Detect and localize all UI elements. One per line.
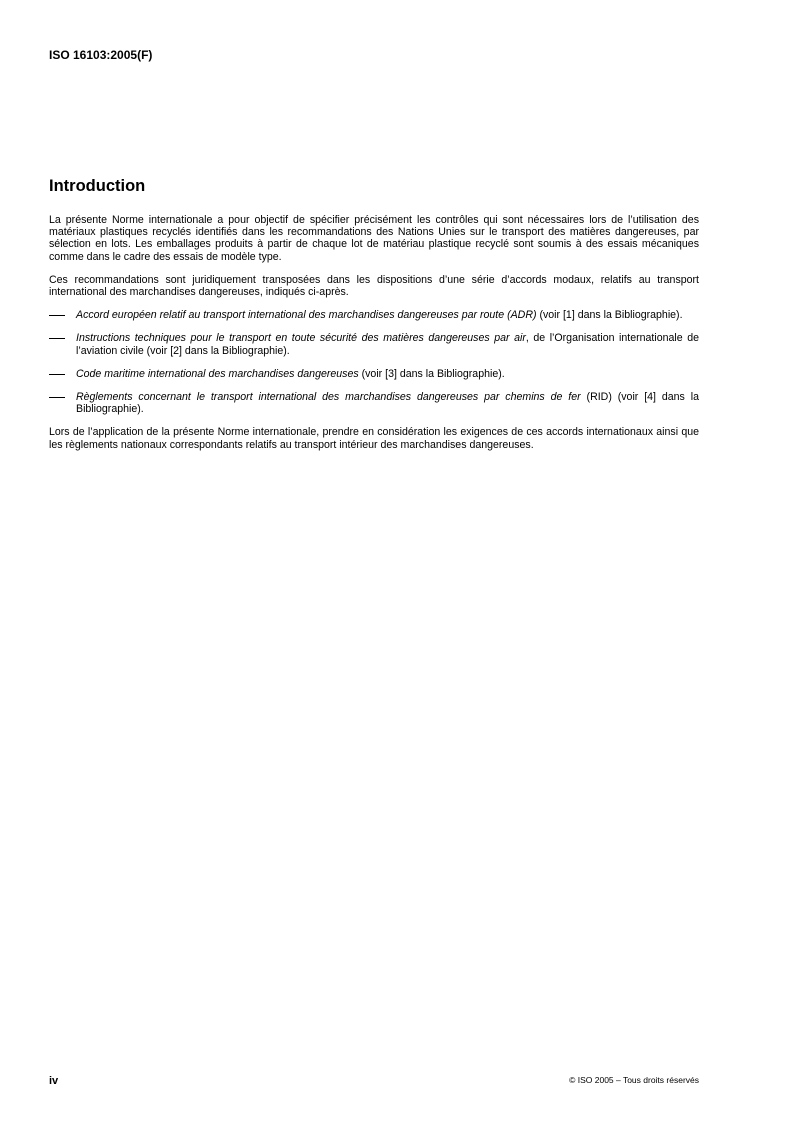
copyright-notice: © ISO 2005 – Tous droits réservés [569,1075,699,1085]
agreement-reference: (voir [1] dans la Bibliographie). [536,309,683,322]
agreement-title: Code maritime international des marchandises dangereuses [76,367,359,380]
agreement-title: Accord européen relatif au transport international des marchandises dangereuses par route (ADR) [76,309,537,322]
list-item [49,368,699,380]
section-title: Introduction [49,177,146,195]
list-item [49,332,699,356]
recommendations-paragraph: Ces recommandations sont juridiquement transposées dans les dispositions d’une série d’accords modaux, relatifs au transport international des marchandises dangereuses, indiqués ci-après. [49,273,699,299]
intro-paragraph: La présente Norme internationale a pour objectif de spécifier précisément les contrôles qui sont nécessaires lors de l’utilisation des matériaux plastiques recyclés identifiés dans les recommandations des Nations Unies sur le transport des matières dangereuses, par sélection en lots. Les emballages produits à partir de chaque lot de matériau plastique recyclé sont soumis à des essais mécaniques comme dans le cadre des essais de modèle type. [49,214,699,263]
introduction-section [49,177,699,462]
agreement-reference: (voir [3] dans la Bibliographie). [358,367,505,380]
agreement-reference: , de l’Organisation internationale de l’aviation civile (voir [2] dans la Bibliographie). [76,332,699,357]
agreement-reference: (RID) (voir [4] dans la Bibliographie). [76,391,699,416]
page-number: iv [49,1075,59,1087]
agreements-list [49,309,699,415]
agreement-title: Instructions techniques pour le transport en toute sécurité des matières dangereuses par air [76,332,526,345]
document-id: ISO 16103:2005(F) [49,48,153,62]
list-item [49,391,699,415]
closing-paragraph: Lors de l’application de la présente Norme internationale, prendre en considération les exigences de ces accords internationaux ainsi que les règlements nationaux correspondants relatifs au transport intérieur des marchandises dangereuses. [49,426,699,451]
agreement-title: Règlements concernant le transport international des marchandises dangereuses par chemins de fer [76,391,581,404]
list-item [49,309,699,321]
